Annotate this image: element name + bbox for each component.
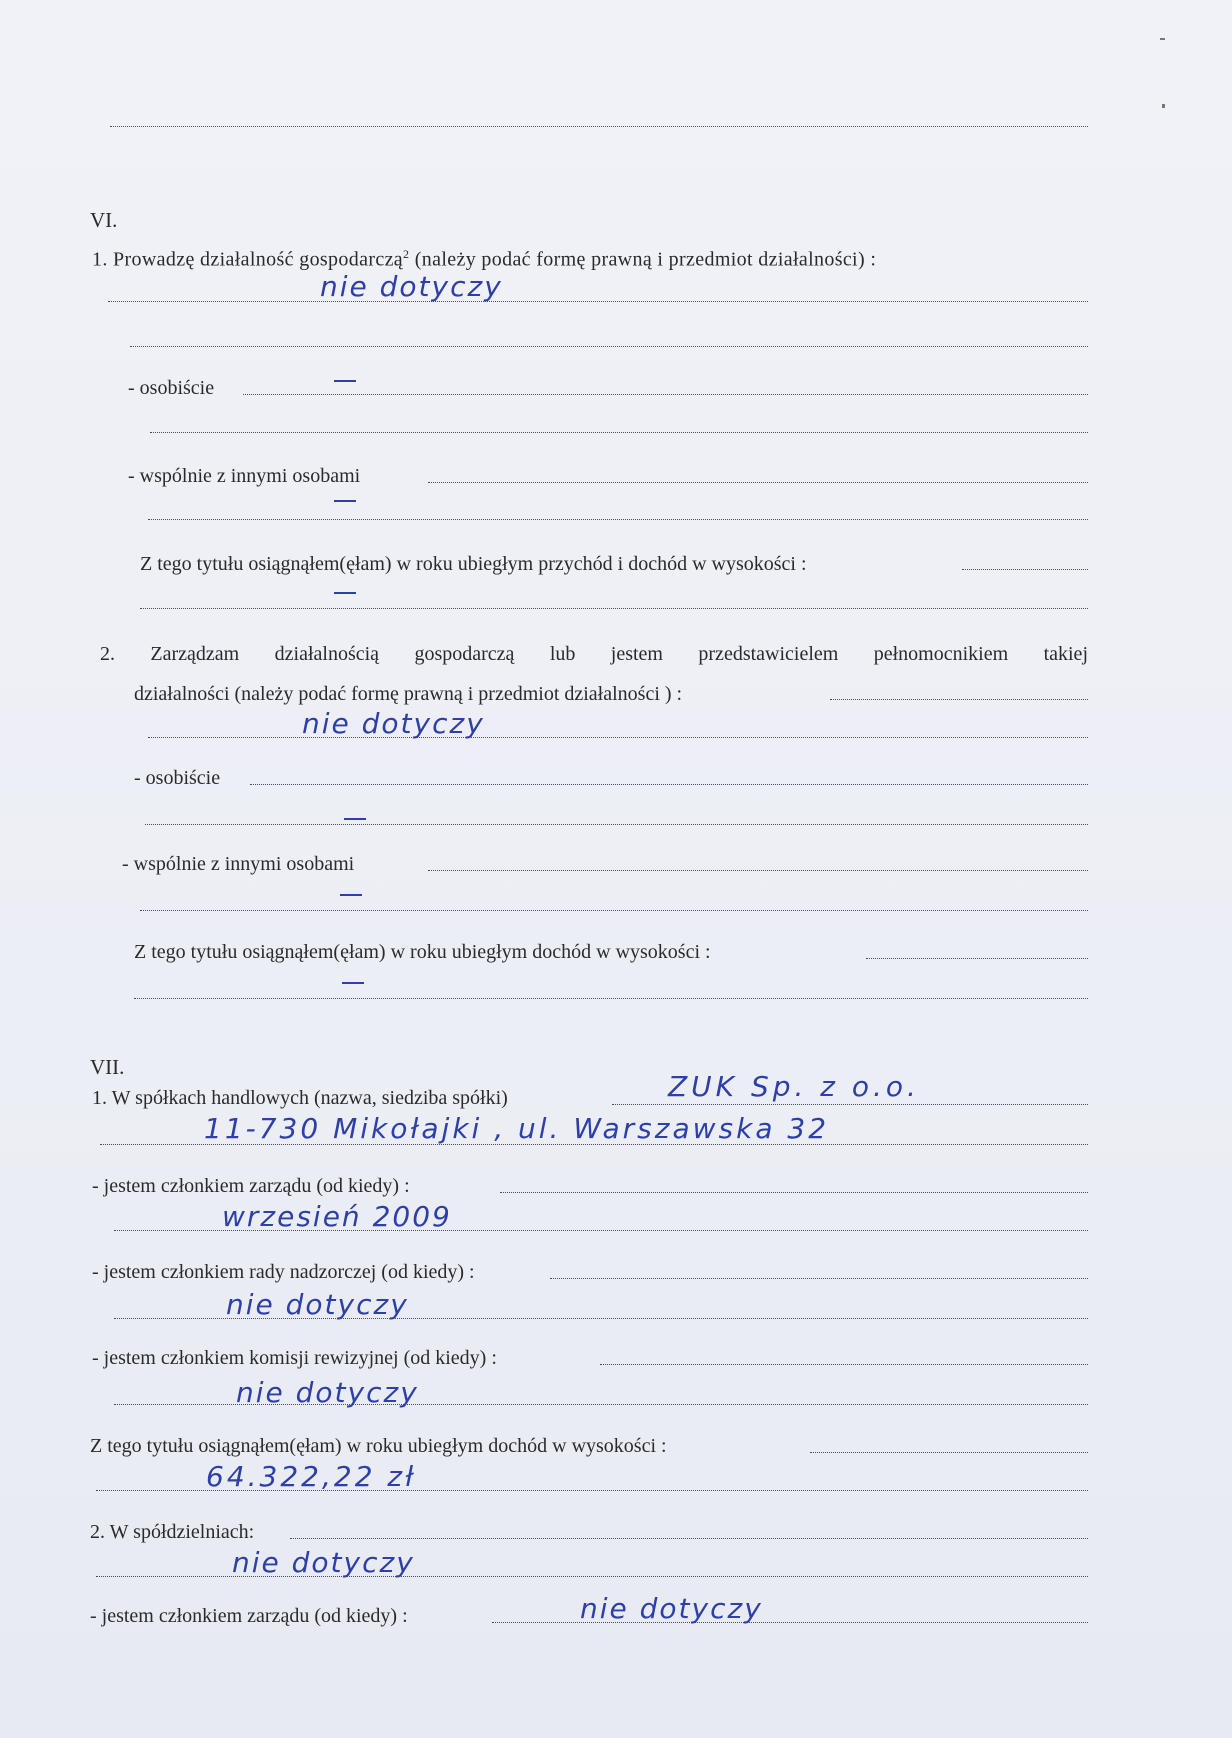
- answer-line: [612, 1104, 1088, 1105]
- answer-line: [810, 1452, 1088, 1453]
- question-2-line1: 2. Zarządzam działalnością gospodarczą lub jestem przedstawicielem pełnomocnikiem takiej: [100, 643, 1088, 665]
- handwritten-dash: [344, 818, 366, 820]
- scan-mark: [1162, 104, 1165, 108]
- answer-line: [600, 1364, 1088, 1365]
- jointly-label: - wspólnie z innymi osobami: [122, 853, 355, 875]
- answer-line: [250, 784, 1088, 785]
- answer-line: [134, 998, 1088, 999]
- section-heading: VI.: [90, 208, 118, 232]
- answer-line: [428, 870, 1088, 871]
- answer-line: [830, 699, 1088, 700]
- answer-line: [145, 824, 1088, 825]
- scan-mark: [1160, 38, 1165, 40]
- answer-line: [550, 1278, 1088, 1279]
- footnote-marker: 2: [403, 247, 410, 261]
- answer-line: [114, 1230, 1088, 1231]
- handwritten-answer: wrzesień 2009: [222, 1200, 452, 1233]
- answer-line: [148, 737, 1088, 738]
- handwritten-dash: [334, 500, 356, 502]
- handwritten-answer: nie dotyczy: [302, 707, 485, 740]
- handwritten-answer: nie dotyczy: [232, 1546, 415, 1579]
- answer-line: [110, 126, 1088, 127]
- answer-line: [150, 432, 1088, 433]
- handwritten-answer: nie dotyczy: [580, 1592, 763, 1625]
- question-text: 1. Prowadzę działalność gospodarczą: [92, 248, 404, 271]
- handwritten-dash: [340, 894, 362, 896]
- question-2-line2: działalności (należy podać formę prawną i przedmiot działalności ) :: [134, 683, 683, 705]
- answer-line: [500, 1192, 1088, 1193]
- answer-line: [96, 1576, 1088, 1577]
- handwritten-answer: nie dotyczy: [226, 1288, 409, 1321]
- answer-line: [140, 910, 1088, 911]
- handwritten-answer: nie dotyczy: [236, 1376, 419, 1409]
- answer-line: [428, 482, 1088, 483]
- answer-line: [866, 958, 1088, 959]
- board-label: - jestem członkiem zarządu (od kiedy) :: [90, 1605, 408, 1627]
- answer-line: [962, 569, 1088, 570]
- audit-label: - jestem członkiem komisji rewizyjnej (od kiedy) :: [92, 1347, 497, 1369]
- answer-line: [243, 394, 1088, 395]
- answer-line: [130, 346, 1088, 347]
- personally-label: - osobiście: [134, 767, 221, 789]
- cooperatives-label: 2. W spółdzielniach:: [90, 1521, 255, 1543]
- handwritten-company-name: ZUK Sp. z o.o.: [668, 1070, 920, 1103]
- question-1-intro: [92, 242, 876, 272]
- income-label: Z tego tytułu osiągnąłem(ęłam) w roku ubiegłym dochód w wysokości :: [90, 1435, 667, 1457]
- section-heading: VII.: [90, 1055, 125, 1079]
- handwritten-income: 64.322,22 zł: [206, 1460, 417, 1493]
- personally-label: - osobiście: [128, 377, 215, 399]
- answer-line: [140, 608, 1088, 609]
- answer-line: [148, 519, 1088, 520]
- handwritten-dash: [334, 380, 356, 382]
- answer-line: [114, 1404, 1088, 1405]
- answer-line: [108, 301, 1088, 302]
- handwritten-dash: [342, 982, 364, 984]
- handwritten-company-address: 11-730 Mikołajki , ul. Warszawska 32: [204, 1112, 830, 1145]
- supervisory-label: - jestem członkiem rady nadzorczej (od kiedy) :: [92, 1261, 475, 1283]
- answer-line: [290, 1538, 1088, 1539]
- handwritten-answer: nie dotyczy: [320, 270, 503, 303]
- board-label: - jestem członkiem zarządu (od kiedy) :: [92, 1175, 410, 1197]
- companies-label: 1. W spółkach handlowych (nazwa, siedziba spółki): [92, 1087, 508, 1109]
- answer-line: [114, 1318, 1088, 1319]
- income-label: Z tego tytułu osiągnąłem(ęłam) w roku ubiegłym przychód i dochód w wysokości :: [140, 553, 807, 575]
- income-label: Z tego tytułu osiągnąłem(ęłam) w roku ubiegłym dochód w wysokości :: [134, 941, 711, 963]
- jointly-label: - wspólnie z innymi osobami: [128, 465, 361, 487]
- handwritten-dash: [334, 592, 356, 594]
- question-text: (należy podać formę prawną i przedmiot działalności) :: [409, 248, 877, 271]
- answer-line: [96, 1490, 1088, 1491]
